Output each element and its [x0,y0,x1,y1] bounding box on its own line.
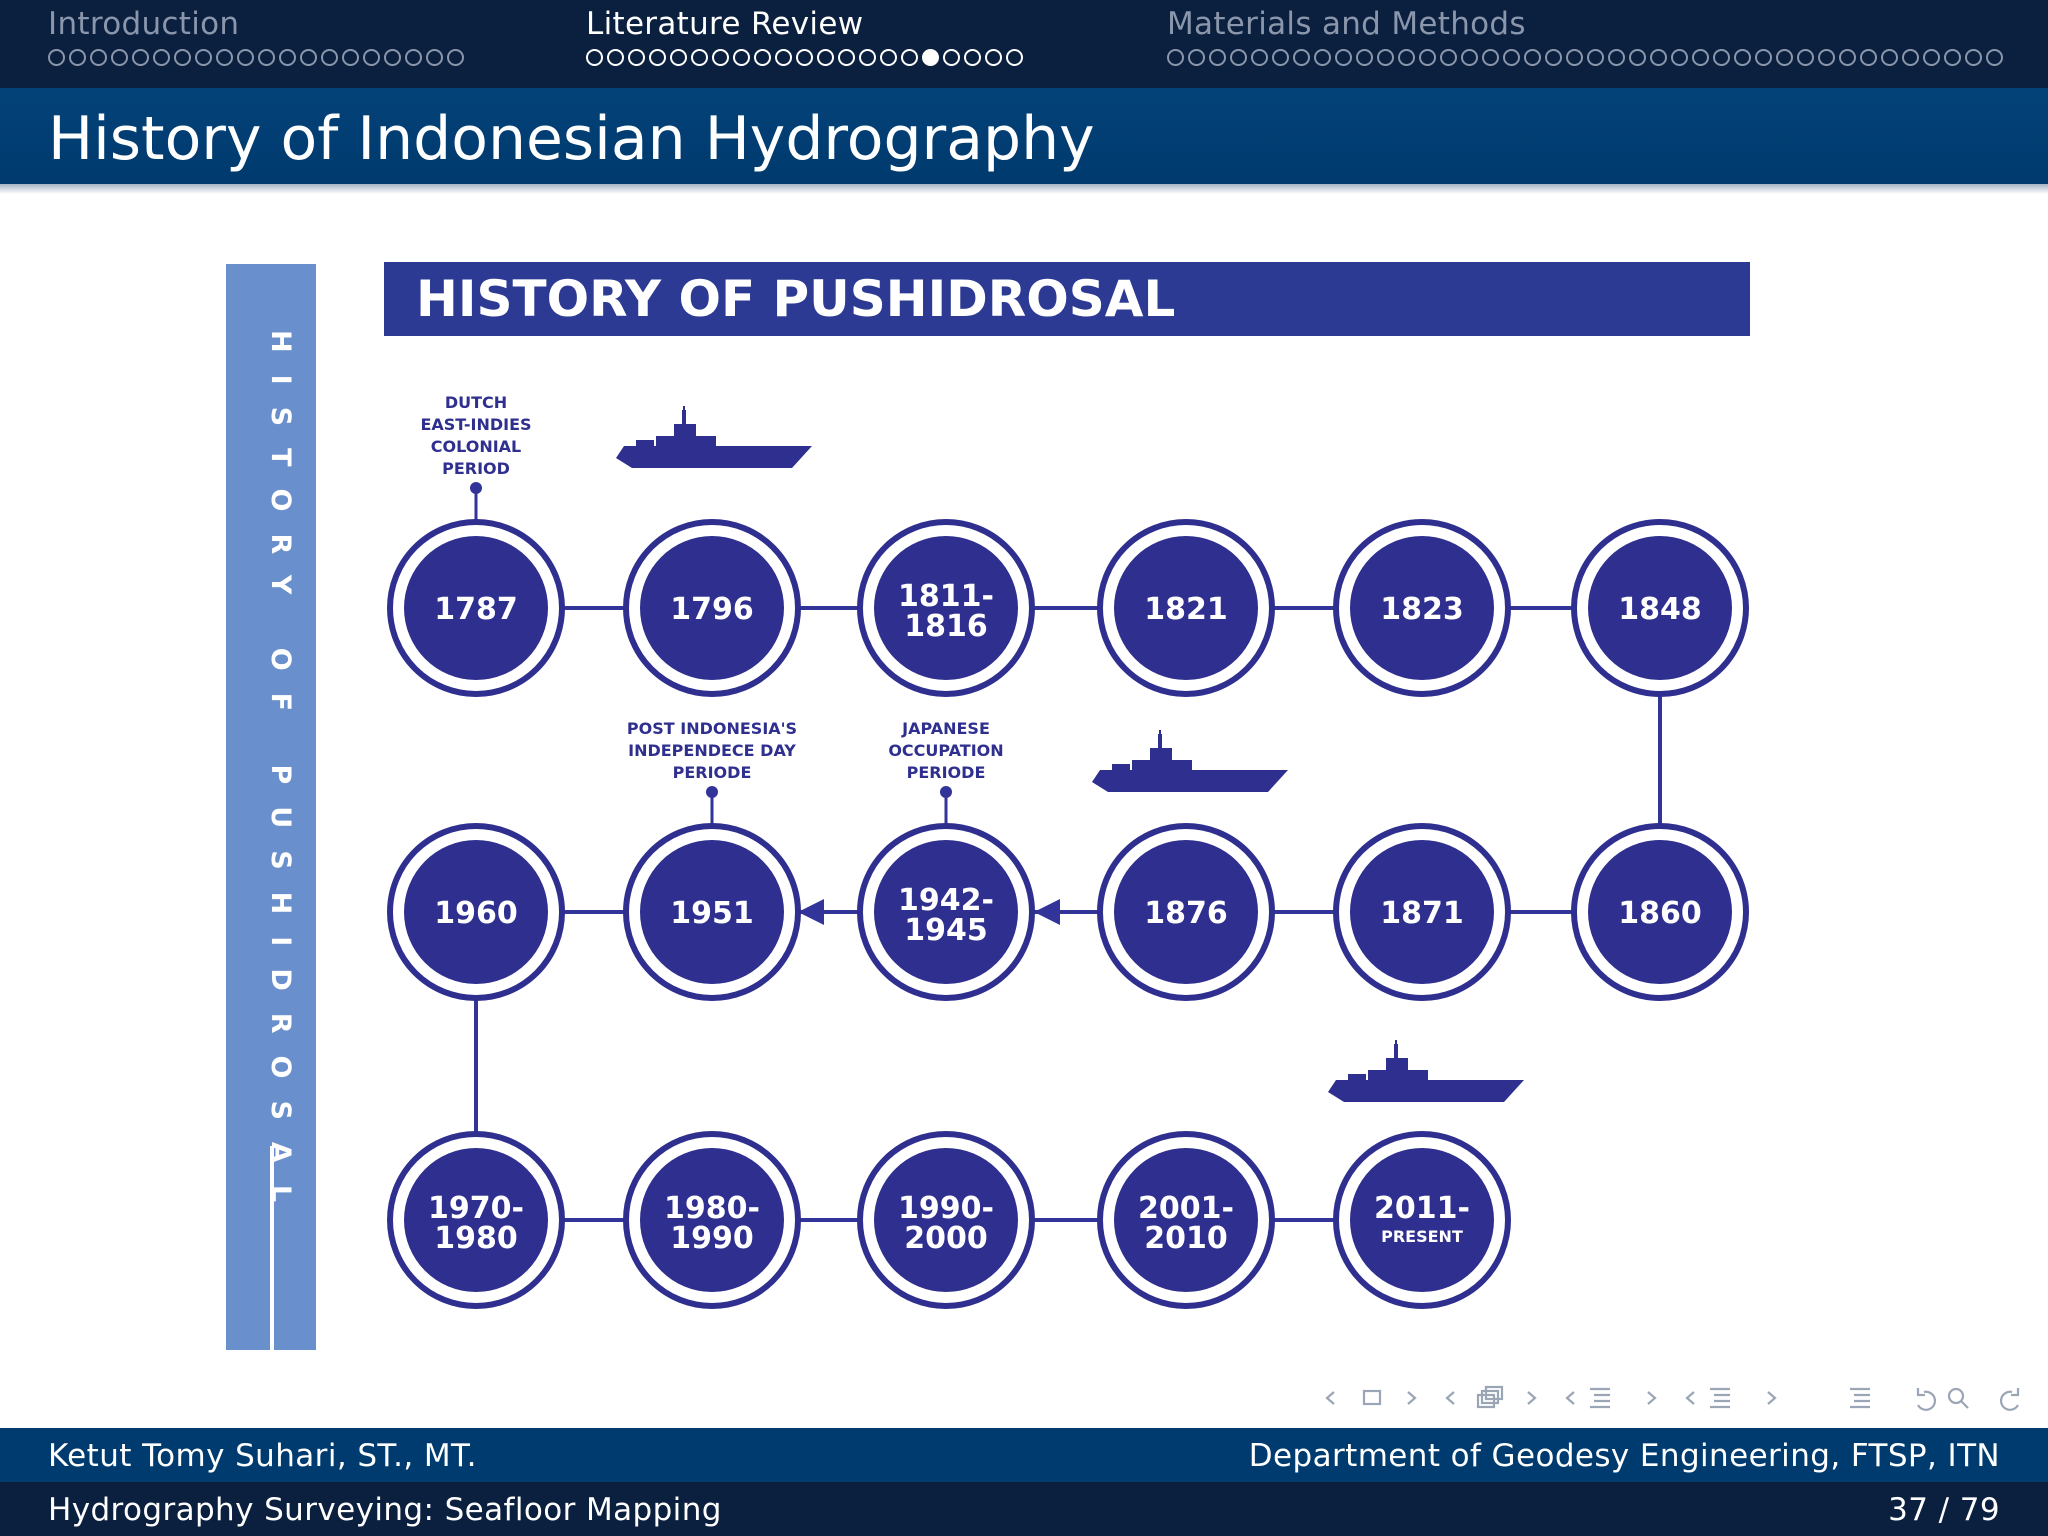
subsection-icon[interactable] [1478,1387,1502,1407]
timeline-node [1336,826,1508,998]
nav-right-icon[interactable] [1648,1392,1655,1404]
nav-section-title[interactable]: Introduction [48,6,240,42]
list-icon[interactable] [1710,1389,1730,1407]
node-year: 1848 [1618,592,1702,627]
node-year-end: PRESENT [1381,1227,1463,1246]
nav-left-icon[interactable] [1567,1392,1574,1404]
nav-right-icon[interactable] [1528,1392,1535,1404]
timeline-node [1574,522,1746,694]
node-year-end: 1980 [434,1221,518,1256]
period-annotation-line: PERIOD [442,459,510,478]
timeline-node [390,1134,562,1306]
node-year-start: 1970- [428,1191,524,1226]
node-year-end: 2000 [904,1221,988,1256]
footer-title-bar [0,1482,2048,1536]
node-year-start: 1980- [664,1191,760,1226]
nav-section-title[interactable]: Materials and Methods [1167,6,1526,42]
timeline-arrow [1034,899,1060,925]
page-current: 37 [1888,1492,1929,1528]
node-year: 1787 [434,592,518,627]
nav-right-icon[interactable] [1768,1392,1775,1404]
footer-page-number [1888,1492,2000,1528]
period-annotation-line: PERIODE [672,763,752,782]
period-annotation-line: DUTCH [444,393,508,412]
node-year: 1871 [1380,896,1464,931]
timeline-node [390,826,562,998]
node-year: 1823 [1380,592,1464,627]
annotation-pin [706,786,718,798]
node-year-start: 2001- [1138,1191,1234,1226]
page-separator: / [1938,1492,1950,1528]
timeline-node [390,522,562,694]
footer-author: Ketut Tomy Suhari, ST., MT. [48,1438,477,1474]
search-icon[interactable] [1949,1389,1968,1408]
timeline-node [626,826,798,998]
nav-section-title[interactable]: Literature Review [586,6,864,42]
timeline-node [860,1134,1032,1306]
timeline-node [1100,826,1272,998]
period-annotation-line: INDEPENDECE DAY [628,741,796,760]
node-year-start: 1811- [898,579,994,614]
node-year-end: 2010 [1144,1221,1228,1256]
node-year: 1796 [670,592,754,627]
timeline-node [1574,826,1746,998]
timeline-node [1100,522,1272,694]
redo-icon[interactable] [2001,1388,2018,1410]
nav-right-icon[interactable] [1408,1392,1415,1404]
ship-illustration [616,406,812,468]
period-annotation-line: COLONIAL [430,437,522,456]
page-total: 79 [1959,1492,2000,1528]
period-annotation-line: JAPANESE [902,719,990,738]
timeline-node [626,522,798,694]
timeline-node [1336,1134,1508,1306]
ship-illustration [1328,1040,1524,1102]
timeline-node [860,522,1032,694]
timeline-node [1100,1134,1272,1306]
undo-icon[interactable] [1918,1388,1935,1410]
footer-institute: Department of Geodesy Engineering, FTSP, ITN [1248,1438,2000,1474]
sidebar-label: HISTORY OF PUSHIDROSAL [265,330,296,1225]
node-year-start: 1942- [898,883,994,918]
banner-title: HISTORY OF PUSHIDROSAL [416,270,1176,328]
node-year-end: 1990 [670,1221,754,1256]
node-year-start: 1990- [898,1191,994,1226]
timeline-arrow [798,899,824,925]
timeline-node [626,1134,798,1306]
footer-author-bar [0,1428,2048,1482]
frame-icon[interactable] [1364,1391,1380,1404]
ship-illustration [1092,730,1288,792]
navigation-symbols [1320,1380,2040,1416]
timeline-node [1336,522,1508,694]
nav-left-icon[interactable] [1687,1392,1694,1404]
period-annotation-line: OCCUPATION [888,741,1004,760]
period-annotation-line: POST INDONESIA'S [626,719,798,738]
node-year-start: 2011- [1374,1191,1470,1226]
footer-talk-title: Hydrography Surveying: Seafloor Mapping [48,1492,722,1528]
node-year: 1876 [1144,896,1228,931]
node-year: 1960 [434,896,518,931]
period-annotation-line: PERIODE [906,763,986,782]
section-icon[interactable] [1590,1389,1610,1407]
navigation-symbols-graphic [1320,1380,2040,1416]
node-year: 1821 [1144,592,1228,627]
nav-left-icon[interactable] [1447,1392,1454,1404]
frame-title: History of Indonesian Hydrography [48,104,1095,174]
nav-left-icon[interactable] [1327,1392,1334,1404]
node-year: 1860 [1618,896,1702,931]
list-icon[interactable] [1850,1389,1870,1407]
node-year-end: 1945 [904,913,988,948]
annotation-pin [940,786,952,798]
period-annotation-line: EAST-INDIES [420,415,532,434]
annotation-pin [470,482,482,494]
node-year-end: 1816 [904,609,988,644]
timeline-node [860,826,1032,998]
node-year: 1951 [670,896,754,931]
